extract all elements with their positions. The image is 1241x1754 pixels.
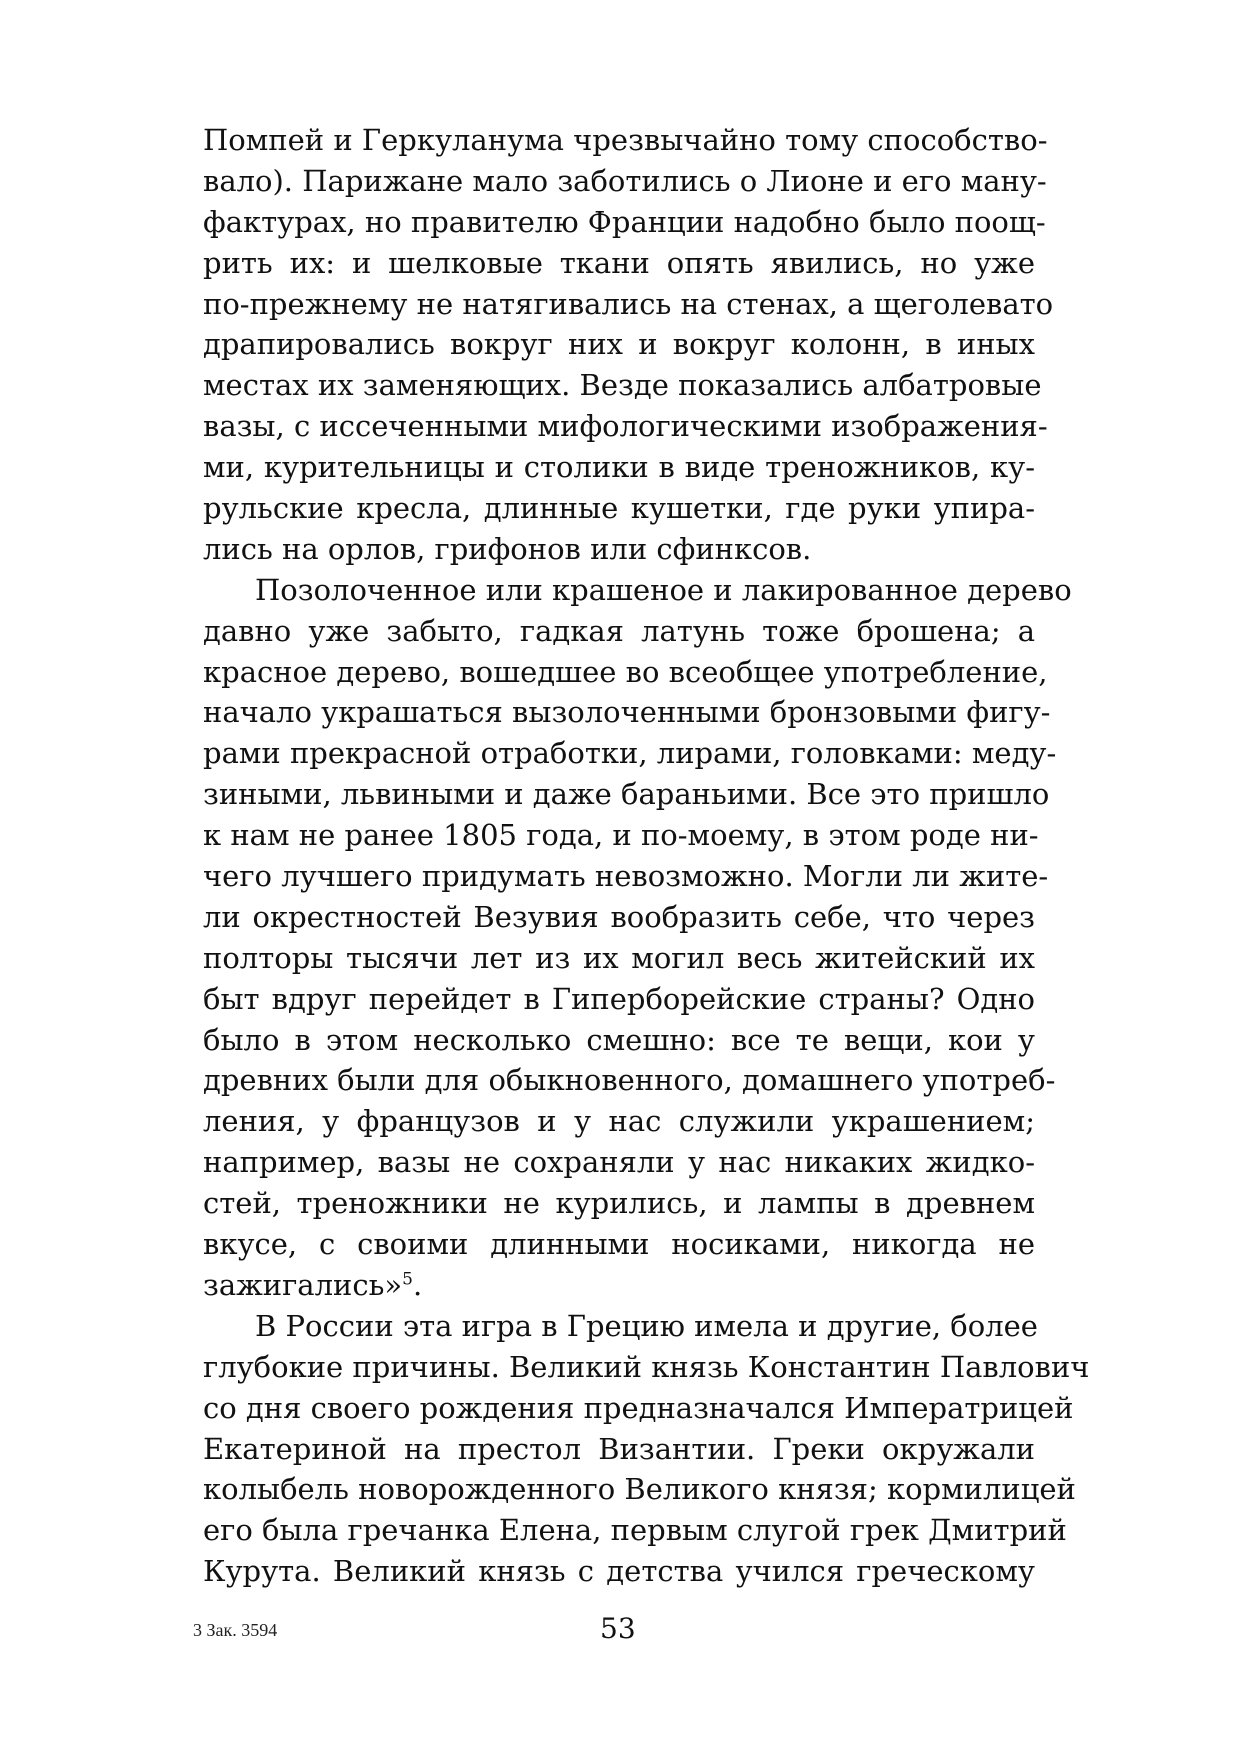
text-line: ления, у французов и у нас служили украшением; [203,1104,1035,1139]
text-line: например, вазы не сохраняли у нас никаких жидко- [203,1145,1035,1180]
text-line: вало). Парижане мало заботились о Лионе и его ману- [203,163,1047,198]
text-line: вкусе, с своими длинными носиками, никогда не [203,1227,1035,1262]
text-line: лись на орлов, грифонов или сфинксов. [203,531,812,566]
text-line: быт вдруг перейдет в Гиперборейские страны? Одно [203,981,1035,1016]
text-line: его была гречанка Елена, первым слугой грек Дмитрий [203,1513,1067,1548]
text-line: чего лучшего придумать невозможно. Могли ли жите- [203,859,1049,894]
text-line: давно уже забыто, гадкая латунь тоже брошена; а [203,613,1035,648]
body-text [203,120,1090,1592]
text-line: ми, курительницы и столики в виде треножников, ку- [203,450,1035,485]
text-line: местах их заменяющих. Везде показались албатровые [203,368,1042,403]
text-line: было в этом несколько смешно: все те вещи, кои у [203,1022,1035,1057]
text-line: Екатериной на престол Византии. Греки окружали [203,1431,1035,1466]
text-line: со дня своего рождения предназначался Императрицей [203,1390,1074,1425]
text-line: зиными, львиными и даже бараньими. Все это пришло [203,777,1050,812]
text-line: к нам не ранее 1805 года, и по-моему, в этом роде ни- [203,818,1039,853]
footnote-marker: 5 [402,1269,413,1290]
text-line: начало украшаться вызолоченными бронзовыми фигу- [203,695,1051,730]
text-line: стей, треножники не курились, и лампы в древнем [203,1186,1035,1221]
paragraph-2 [203,570,1072,1306]
text-line: древних были для обыкновенного, домашнего употреб- [203,1063,1056,1098]
text-line: вазы, с иссеченными мифологическими изображения- [203,409,1048,444]
text-line-text: зажигались» [203,1267,403,1302]
text-line: драпировались вокруг них и вокруг колонн, в иных [203,327,1035,362]
text-line: глубокие причины. Великий князь Константин Павлович [203,1349,1090,1384]
text-line-with-footnote [203,1265,1035,1306]
text-line: Помпей и Геркуланума чрезвычайно тому способство- [203,123,1048,157]
text-line: по-прежнему не натягивались на стенах, а щеголевато [203,286,1054,321]
text-line: Позолоченное или крашеное и лакированное дерево [255,572,1072,607]
text-line: ли окрестностей Везувия вообразить себе, что через [203,899,1035,934]
text-line: красное дерево, вошедшее во всеобщее употребление, [203,654,1048,689]
paragraph-3 [203,1306,1090,1592]
text-line: полторы тысячи лет из их могил весь житейский их [203,940,1035,975]
text-line: рами прекрасной отработки, лирами, головками: меду- [203,736,1057,771]
paragraph-1 [203,120,1054,570]
text-line: рульские кресла, длинные кушетки, где руки упира- [203,491,1035,526]
page-number: 53 [600,1612,636,1645]
sentence-end: . [412,1267,423,1302]
text-line: Курута. Великий князь с детства учился греческому [203,1554,1035,1589]
text-line: рить их: и шелковые ткани опять явились, но уже [203,245,1035,280]
text-line: В России эта игра в Грецию имела и другие, более [255,1308,1038,1343]
text-line: фактурах, но правителю Франции надобно было поощ- [203,204,1046,239]
printer-signature: 3 Зак. 3594 [193,1620,278,1640]
text-line: колыбель новорожденного Великого князя; кормилицей [203,1472,1076,1507]
